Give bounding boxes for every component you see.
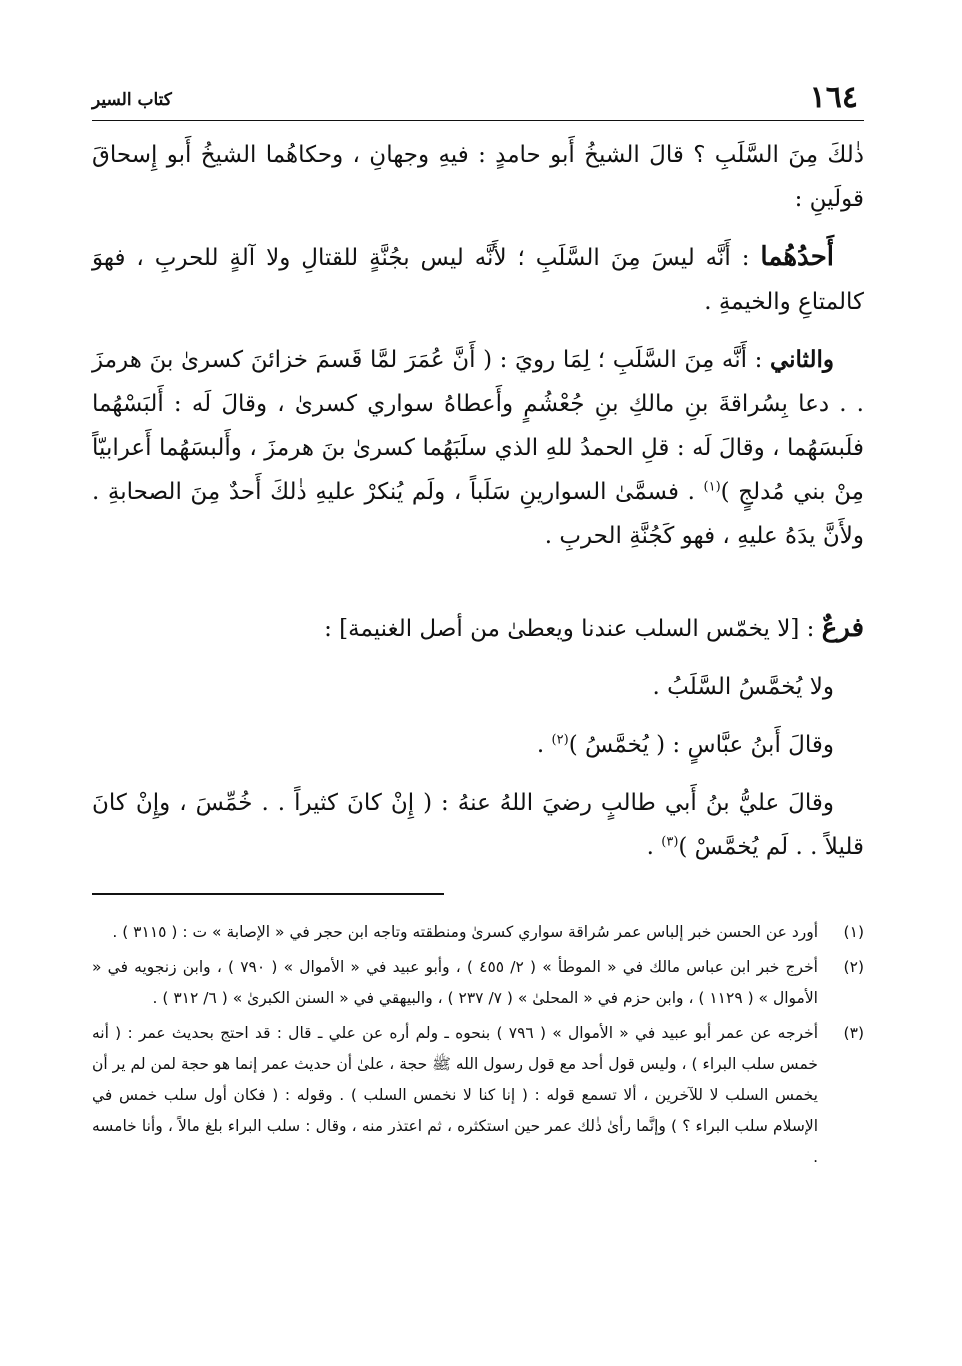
paragraph-4 (92, 606, 864, 651)
branch-title: : [لا يخمّس السلب عندنا ويعطىٰ من أصل الغنيمة] : (324, 616, 822, 642)
paragraph-2-text: : أَنَّه ليسَ مِنَ السَّلَبِ ؛ لأَنَّه ليس بجُنَّةٍ للقتالِ ولا آلةٍ للحربِ ، فهوَ كالمتاعِ والخيمةِ . (92, 245, 864, 315)
footnote-number: (١) (843, 923, 864, 941)
page-header (92, 80, 864, 121)
section-gap (92, 572, 864, 606)
page-number: ١٦٤ (809, 80, 858, 115)
footnote-ref-3: (٣) (661, 834, 679, 850)
paragraph-7 (92, 781, 864, 869)
first-opinion-label: أَحدُهُما (760, 242, 834, 272)
footnote-text: أخرج خبر ابن عباس مالك في « الموطأ » ( ٢/ ٤٥٥ ) ، وأبو عبيد في « الأموال » ( ٧٩٠ ) ، وابن زنجويه في « الأموال » ( ١١٢٩ ) ، وابن حزم في « المحلىٰ » ( ٧/ ٢٣٧ ) ، والبيهقي في « السنن الكبرىٰ » ( ٦/ ٣١٢ ) . (92, 958, 818, 1007)
book-page (92, 80, 864, 1177)
paragraph-2 (92, 235, 864, 324)
paragraph-6 (92, 723, 864, 767)
footnote-text: أورد عن الحسن خبر إلباس عمر سُراقة سواري كسرىٰ ومنطقته وتاجه ابن حجر في « الإصابة » ت : ( ٣١١٥ ) . (112, 923, 818, 941)
footnotes (92, 917, 864, 1173)
paragraph-6-tail: . (536, 732, 552, 758)
paragraph-3 (92, 338, 864, 558)
footnote-number: (٣) (843, 1024, 864, 1042)
paragraph-1 (92, 133, 864, 221)
footnote-ref-2: (٢) (551, 732, 569, 748)
main-text (92, 133, 864, 869)
paragraph-5-text: ولا يُخمَّسُ السَّلَبُ . (652, 674, 834, 700)
paragraph-3-tail: . فسمَّىٰ السوارينِ سَلَباً ، ولَم يُنكرْ عليهِ ذٰلكَ أَحدٌ مِنَ الصحابةِ . ولأَنَّ يدَهُ عليهِ ، فهو كَجُنَّةِ الحربِ . (92, 479, 864, 549)
footnote-ref-1: (١) (703, 479, 721, 495)
branch-label: فرعٌ (821, 613, 864, 643)
paragraph-5 (92, 665, 864, 709)
paragraph-3-text: : أَنَّه مِنَ السَّلَبِ ؛ لِمَا رويَ : ( أَنَّ عُمَرَ لمَّا قَسمَ خزائنَ كسرىٰ بنَ هرمزَ . . دعا بِسُراقةَ بنِ مالكِ بنِ جُعْشُمٍ وأَعطاهُ سواري كسرىٰ ، وقالَ لَه : أَلبَسْهُما فلَبسَهُما ، وقالَ لَه : قلِ الحمدُ للهِ الذي سلَبَهُما كسرىٰ بنَ هرمزَ ، وأَلبسَهُما أَعرابيّاً مِنْ بني مُدلجٍ ) (92, 347, 864, 505)
paragraph-7-tail: . (646, 834, 662, 860)
footnote-number: (٢) (843, 958, 864, 976)
footnote-separator (92, 893, 444, 895)
footnote-3 (92, 1018, 864, 1173)
running-title: كتاب السير (92, 90, 172, 110)
footnote-2 (92, 952, 864, 1014)
footnote-1 (92, 917, 864, 948)
paragraph-7-text: وقالَ عليُّ بنُ أَبي طالبٍ رضيَ اللهُ عنهُ : ( إِنْ كانَ كثيراً . . خُمِّسَ ، وإِنْ كانَ قليلاً . . لَم يُخمَّسْ ) (92, 790, 864, 860)
paragraph-6-text: وقالَ أَبنُ عبَّاسٍ : ( يُخمَّسُ ) (568, 732, 834, 758)
second-opinion-label: والثاني (769, 346, 834, 373)
paragraph-1-text: ذٰلكَ مِنَ السَّلَبِ ؟ قالَ الشيخُ أَبو حامدٍ : فيهِ وجهانِ ، وحكاهُما الشيخُ أَبو إِسحاقَ قولَينِ : (92, 142, 864, 212)
footnote-text: أخرجه عن عمر أبو عبيد في « الأموال » ( ٧٩٦ ) بنحوه ـ ولم أره عن علي ـ قال : قد احتج بحديث عمر : ( أنه خمس سلب البراء ) ، وليس قول أحد مع قول رسول الله ﷺ حجة ، علىٰ أن حديث عمر إنما هو حجة لمن لم ير أن يخمس السلب لا للآخرين ، ألا تسمع قوله : ( إنا كنا لا نخمس السلب ) . وقوله : ( فكان أول سلب خمس في الإسلام سلب البراء ؟ ) وإنَّما رأىٰ ذٰلك عمر حين استكثره ، ثم اعتذر منه ، وقال : سلب البراء بلغ مالاً ، وأنا خامسه . (92, 1024, 818, 1166)
